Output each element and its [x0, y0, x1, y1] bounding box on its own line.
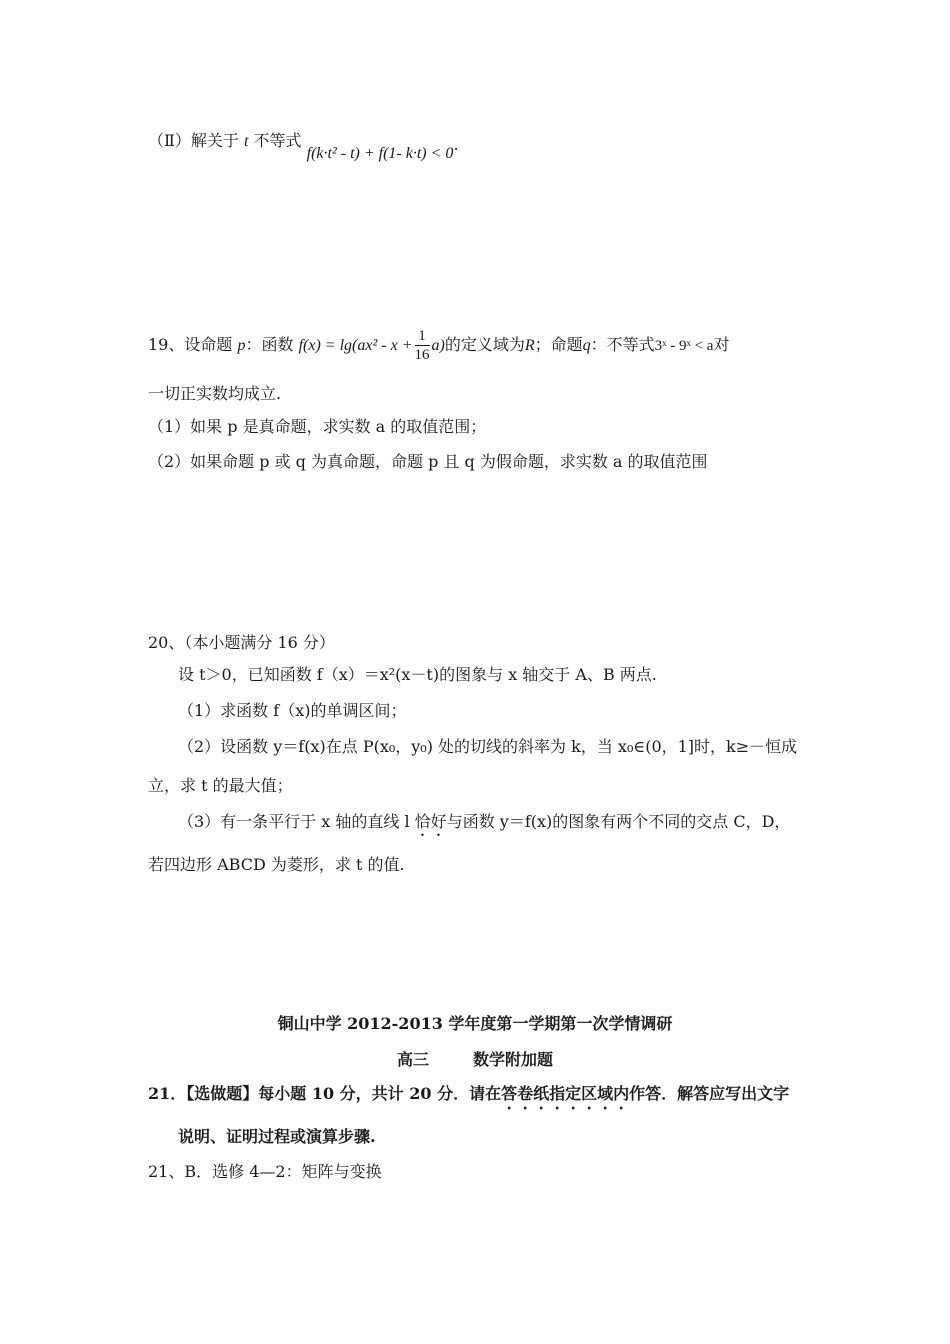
- q19-sub1: （1）如果 p 是真命题，求实数 a 的取值范围；: [148, 417, 487, 436]
- q20-header: 20、（本小题满分 16 分）: [148, 633, 335, 652]
- q19-q: q: [582, 337, 591, 354]
- q19-line2: 一切正实数均成立.: [148, 384, 282, 403]
- q18-part2-expr: f(k·t² - t) + f(1- k·t) < 0: [306, 145, 454, 162]
- q20-intro: 设 t＞0，已知函数 f（x）＝x²(x－t)的图象与 x 轴交于 A、B 两点.: [178, 665, 657, 684]
- q20-sub3-line1: [178, 811, 790, 840]
- q20-sub3-line2-text: 若四边形 ABCD 为菱形，求 t 的值: [148, 855, 400, 874]
- q20-sub3-b: 与函数 y＝f(x)的图象有两个不同的交点 C，D，: [446, 812, 791, 831]
- q19-ineq: 3ˣ - 9ˣ < a: [654, 338, 714, 354]
- q19-func: f(x) = lg(ax² - x +: [298, 337, 413, 354]
- q21b-heading: 21、B．选修 4—2：矩阵与变换: [148, 1162, 382, 1181]
- subtitle-subject: 数学附加题: [473, 1050, 554, 1069]
- q21-dotted: 答卷纸指定区域内: [501, 1084, 630, 1103]
- q19-frac-num: 1: [415, 327, 430, 346]
- q19-frac-den: 16: [414, 347, 430, 363]
- q19-number: 19、: [148, 335, 185, 354]
- q18-part2-var: t: [243, 133, 249, 150]
- q18-part2-line: [148, 130, 459, 162]
- q19-func-end: a): [431, 337, 445, 354]
- q21-line2: 说明、证明过程或演算步骤.: [178, 1127, 376, 1146]
- q19-text-e: 对: [713, 335, 730, 354]
- q19-R: R: [524, 337, 535, 354]
- q19-colon1: ：函数: [245, 335, 294, 354]
- q20-sub2-text: （2）设函数 y＝f(x)在点 P(x₀，y₀) 处的切线的斜率为 k，当 x₀∈(0，1]时，k≥－: [178, 737, 766, 756]
- q19-fraction: [415, 327, 430, 364]
- q20-sub3-a: （3）有一条平行于 x 轴的直线 l: [178, 812, 415, 831]
- q18-part2-prefix: （Ⅱ）解关于: [148, 131, 239, 150]
- subtitle-grade: 高三: [396, 1050, 429, 1069]
- q20-sub2-tail: 恒成: [765, 737, 798, 756]
- q19-text-d: ：不等式: [590, 335, 655, 354]
- q19-line1: [148, 325, 729, 366]
- section-subtitle: [0, 1049, 950, 1071]
- q19-p: p: [237, 337, 246, 354]
- q18-part2-end: .: [453, 135, 459, 154]
- q20-sub2-line1: [178, 736, 797, 758]
- q20-sub3-line2-dot: .: [399, 855, 405, 874]
- q21-text-b: 作答．解答应写出文字: [629, 1084, 790, 1103]
- q21-line1: [148, 1083, 789, 1113]
- q18-part2-mid: 不等式: [253, 131, 302, 150]
- q20-sub3-line2: [148, 854, 405, 883]
- q19-text-c: ；命题: [534, 335, 583, 354]
- q20-sub3-dotted: 恰好: [414, 812, 447, 831]
- school-title: 铜山中学 2012-2013 学年度第一学期第一次学情调研: [277, 1014, 673, 1033]
- q19-text-a: 设命题: [184, 335, 233, 354]
- q20-sub1: （1）求函数 f（x)的单调区间；: [178, 701, 407, 720]
- q19-sub2: （2）如果命题 p 或 q 为真命题，命题 p 且 q 为假命题，求实数 a 的取值范围: [148, 452, 708, 471]
- q21-text-a: 21．【选做题】每小题 10 分，共计 20 分．请在: [148, 1084, 502, 1103]
- q19-text-b: 的定义域为: [444, 335, 525, 354]
- q20-sub2-line2: 立，求 t 的最大值；: [148, 776, 293, 795]
